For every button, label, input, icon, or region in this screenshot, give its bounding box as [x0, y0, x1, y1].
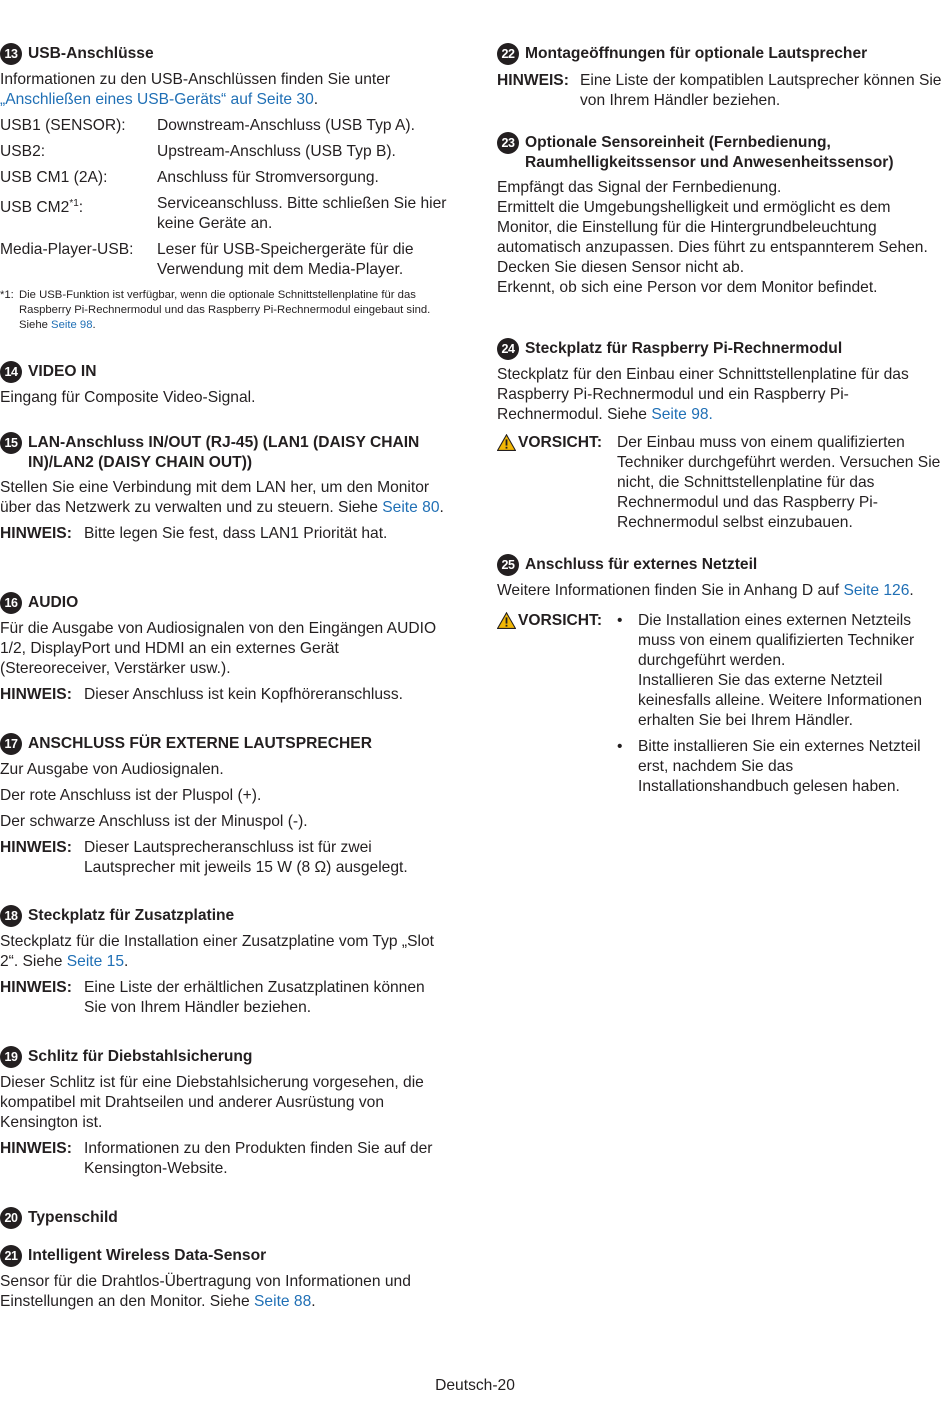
section-title: VIDEO IN: [28, 363, 97, 380]
number-badge: 22: [497, 43, 519, 65]
section-title: Optionale Sensoreinheit (Fernbedienung, Raumhelligkeitssensor und Anwesenheitssensor): [525, 134, 894, 171]
number-badge: 15: [0, 432, 22, 454]
section-heading: [0, 593, 450, 614]
section-title: Typenschild: [28, 1209, 118, 1226]
note: HINWEIS: Dieser Anschluss ist kein Kopfhöreranschluss.: [0, 686, 403, 703]
section-security-slot: [0, 1047, 450, 1179]
note: HINWEIS: Dieser Lautsprecheranschluss ist für zwei Lautsprecher mit jeweils 15 W (8 Ω) ausgelegt.: [0, 839, 408, 876]
list-item: • Die Installation eines externen Netzteils muss von einem qualifizierten Techniker durchgeführt werden. Installieren Sie das externe Netzteil keinesfalls alleine. Weitere Informationen erhalten Sie bei Ihrem Händler.: [617, 612, 923, 729]
section-speaker-mount: [497, 44, 942, 111]
section-title: Montageöffnungen für optionale Lautsprecher: [525, 45, 868, 62]
section-body: Für die Ausgabe von Audiosignalen von den Eingängen AUDIO 1/2, DisplayPort und HDMI an ein externes Gerät (Stereoreceiver, Verstärker usw.).: [0, 620, 437, 677]
section-external-psu: [497, 555, 942, 803]
section-title: Intelligent Wireless Data-Sensor: [28, 1247, 267, 1264]
section-option-slot: [0, 906, 450, 1018]
caution-label: VORSICHT:: [497, 611, 617, 803]
caution-text: Der Einbau muss von einem qualifizierten Techniker durchgeführt werden. Versuchen Sie nicht, die Schnittstellenplatine für das Rechnermodul und das Raspberry Pi-Rechnermodul selbst einzubauen.: [617, 434, 941, 531]
section-title: Schlitz für Diebstahlsicherung: [28, 1048, 253, 1065]
section-heading: [0, 734, 450, 755]
section-video-in: [0, 362, 450, 408]
note: HINWEIS: Eine Liste der erhältlichen Zusatzplatinen können Sie von Ihrem Händler beziehen.: [0, 979, 425, 1016]
section-title: Anschluss für externes Netzteil: [525, 556, 758, 573]
section-title: LAN-Anschluss IN/OUT (RJ-45) (LAN1 (DAISY CHAIN IN)/LAN2 (DAISY CHAIN OUT)): [28, 434, 420, 471]
section-line: Zur Ausgabe von Audiosignalen.: [0, 761, 224, 778]
section-intro: Informationen zu den USB-Anschlüssen finden Sie unter „Anschließen eines USB-Geräts“ auf Seite 30.: [0, 71, 391, 108]
page-link[interactable]: Seite 88: [254, 1293, 312, 1310]
warning-triangle-icon: [497, 612, 516, 629]
page-link[interactable]: Seite 80: [382, 499, 440, 516]
note: HINWEIS: Informationen zu den Produkten finden Sie auf der Kensington-Website.: [0, 1140, 433, 1177]
section-line: Der schwarze Anschluss ist der Minuspol (-).: [0, 813, 308, 830]
section-heading: [497, 133, 942, 173]
spec-row: USB CM2$^{*1}$: Serviceanschluss. Bitte schließen Sie hier keine Geräte an.: [0, 195, 447, 232]
section-usb: [0, 44, 450, 333]
number-badge: 16: [0, 592, 22, 614]
section-sensor-unit: [497, 133, 942, 298]
section-heading: [0, 362, 450, 383]
number-badge: 14: [0, 361, 22, 383]
section-heading: [0, 44, 450, 65]
section-title: ANSCHLUSS FÜR EXTERNE LAUTSPRECHER: [28, 735, 372, 752]
warning-triangle-icon: [497, 434, 516, 451]
section-body: Stellen Sie eine Verbindung mit dem LAN her, um den Monitor über das Netzwerk zu verwalten und zu steuern. Siehe Seite 80.: [0, 479, 444, 516]
section-line: Erkennt, ob sich eine Person vor dem Monitor befindet.: [497, 279, 878, 296]
caution-label: VORSICHT:: [497, 433, 617, 533]
number-badge: 17: [0, 733, 22, 755]
section-raspberry-slot: [497, 339, 942, 533]
section-title: AUDIO: [28, 594, 79, 611]
section-title: Steckplatz für Zusatzplatine: [28, 907, 235, 924]
caution-block: [497, 433, 942, 533]
page-footer: Deutsch-20: [435, 1377, 515, 1394]
section-wireless-sensor: [0, 1246, 450, 1312]
footnote: *1: Die USB-Funktion ist verfügbar, wenn die optionale Schnittstellenplatine für das Raspberry Pi-Rechnermodul und das Raspberry Pi-Rechnermodul eingebaut sind. Siehe Seite 98.: [0, 289, 431, 331]
section-rating-label: [0, 1208, 450, 1229]
page-link[interactable]: Seite 98.: [651, 406, 713, 423]
number-badge: 18: [0, 905, 22, 927]
section-heading: [0, 1047, 450, 1068]
page-link[interactable]: Seite 126: [843, 582, 910, 599]
section-line: Der rote Anschluss ist der Pluspol (+).: [0, 787, 262, 804]
list-item: • Bitte installieren Sie ein externes Netzteil erst, nachdem Sie das Installationshandbuch gelesen haben.: [617, 738, 921, 795]
section-line: Decken Sie diesen Sensor nicht ab.: [497, 259, 745, 276]
spec-row: USB1 (SENSOR): Downstream-Anschluss (USB Typ A).: [0, 117, 415, 134]
number-badge: 21: [0, 1245, 22, 1267]
section-heading: [497, 44, 942, 65]
section-body: Steckplatz für die Installation einer Zusatzplatine vom Typ „Slot 2“. Siehe Seite 15.: [0, 933, 434, 970]
page-link[interactable]: Seite 98: [51, 319, 93, 331]
section-lan: [0, 433, 450, 544]
section-heading: [0, 906, 450, 927]
section-heading: [0, 433, 450, 473]
section-heading: [497, 339, 942, 360]
section-body: Sensor für die Drahtlos-Übertragung von Informationen und Einstellungen an den Monitor. Siehe Seite 88.: [0, 1273, 411, 1310]
section-heading: [0, 1246, 450, 1267]
note: HINWEIS: Bitte legen Sie fest, dass LAN1 Priorität hat.: [0, 525, 388, 542]
section-title: Steckplatz für Raspberry Pi-Rechnermodul: [525, 340, 843, 357]
spec-row: Media-Player-USB: Leser für USB-Speichergeräte für die Verwendung mit dem Media-Player.: [0, 241, 414, 278]
caution-block: [497, 611, 942, 803]
spec-row: USB2: Upstream-Anschluss (USB Typ B).: [0, 143, 396, 160]
section-body: Dieser Schlitz ist für eine Diebstahlsicherung vorgesehen, die kompatibel mit Drahtseilen und anderer Ausrüstung von Kensington ist.: [0, 1074, 424, 1131]
section-heading: [497, 555, 942, 576]
section-line: Ermittelt die Umgebungshelligkeit und ermöglicht es dem Monitor, die Einstellung für die Hintergrundbeleuchtung automatisch anzupassen. Dies führt zu entspannterem Sehen.: [497, 199, 928, 256]
number-badge: 23: [497, 132, 519, 154]
section-body: Weitere Informationen finden Sie in Anhang D auf Seite 126.: [497, 582, 914, 599]
section-body: Eingang für Composite Video-Signal.: [0, 389, 256, 406]
number-badge: 19: [0, 1046, 22, 1068]
page-link[interactable]: „Anschließen eines USB-Geräts“ auf Seite 30: [0, 91, 314, 108]
section-title: USB-Anschlüsse: [28, 45, 154, 62]
number-badge: 24: [497, 338, 519, 360]
section-body: Steckplatz für den Einbau einer Schnittstellenplatine für das Raspberry Pi-Rechnermodul und ein Raspberry Pi-Rechnermodul. Siehe Seite 98.: [497, 366, 909, 423]
section-line: Empfängt das Signal der Fernbedienung.: [497, 179, 782, 196]
number-badge: 25: [497, 554, 519, 576]
section-speaker: [0, 734, 450, 878]
spec-row: USB CM1 (2A): Anschluss für Stromversorgung.: [0, 169, 379, 186]
note: HINWEIS: Eine Liste der kompatiblen Lautsprecher können Sie von Ihrem Händler beziehen.: [497, 72, 942, 109]
page-link[interactable]: Seite 15: [66, 953, 124, 970]
section-audio: [0, 593, 450, 705]
number-badge: 13: [0, 43, 22, 65]
section-heading: [0, 1208, 450, 1229]
caution-list: [617, 611, 942, 803]
number-badge: 20: [0, 1207, 22, 1229]
